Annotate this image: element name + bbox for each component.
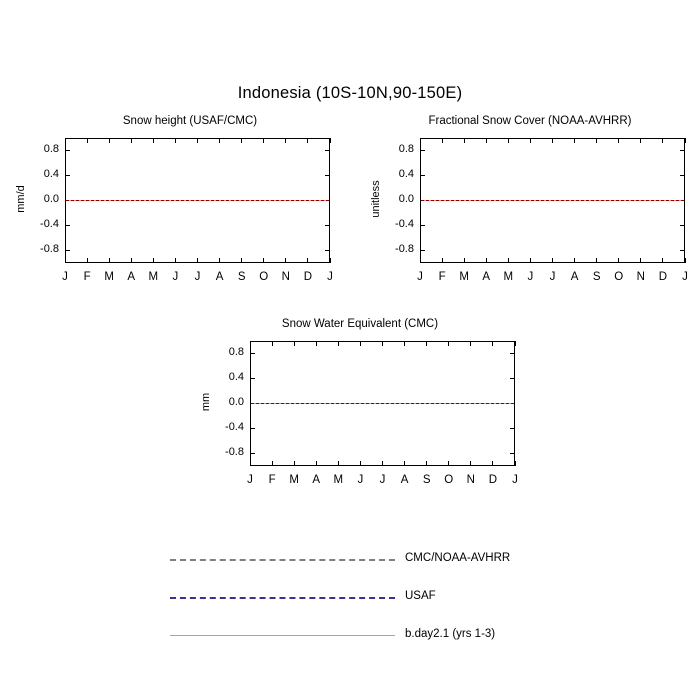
x-tick-label: S bbox=[422, 474, 431, 486]
x-tick-mark bbox=[685, 138, 686, 143]
x-tick-label: O bbox=[614, 271, 624, 283]
x-tick-label: J bbox=[194, 271, 201, 283]
legend-line-sample bbox=[170, 597, 395, 599]
x-tick-mark bbox=[285, 258, 286, 263]
y-tick-mark bbox=[325, 150, 330, 151]
x-tick-mark bbox=[250, 341, 251, 346]
series-line bbox=[251, 403, 514, 404]
x-tick-label: A bbox=[400, 474, 409, 486]
x-tick-mark bbox=[87, 138, 88, 143]
y-tick-mark bbox=[680, 150, 685, 151]
y-tick-mark bbox=[65, 225, 70, 226]
x-tick-mark bbox=[470, 461, 471, 466]
x-tick-mark bbox=[640, 138, 641, 143]
x-tick-mark bbox=[153, 258, 154, 263]
x-tick-mark bbox=[241, 138, 242, 143]
y-tick-label: 0.4 bbox=[43, 167, 59, 180]
x-tick-label: A bbox=[570, 271, 579, 283]
x-tick-label: J bbox=[62, 271, 68, 283]
x-tick-mark bbox=[263, 138, 264, 143]
y-tick-mark bbox=[250, 378, 255, 379]
x-tick-label: F bbox=[268, 474, 276, 486]
x-tick-mark bbox=[420, 258, 421, 263]
y-tick-mark bbox=[420, 175, 425, 176]
x-tick-mark bbox=[404, 341, 405, 346]
x-tick-label: A bbox=[482, 271, 491, 283]
y-axis-label: mm bbox=[200, 392, 212, 411]
x-tick-mark bbox=[382, 461, 383, 466]
x-tick-mark bbox=[574, 138, 575, 143]
x-tick-mark bbox=[404, 461, 405, 466]
x-tick-mark bbox=[330, 138, 331, 143]
x-tick-label: N bbox=[466, 474, 475, 486]
x-tick-label: M bbox=[289, 474, 299, 486]
legend-item-2 bbox=[170, 626, 570, 646]
x-tick-mark bbox=[197, 138, 198, 143]
x-tick-mark bbox=[175, 258, 176, 263]
x-tick-label: J bbox=[357, 474, 364, 486]
x-tick-mark bbox=[596, 138, 597, 143]
y-tick-label: 0.0 bbox=[398, 192, 414, 205]
x-tick-label: F bbox=[83, 271, 91, 283]
x-tick-mark bbox=[316, 341, 317, 346]
x-tick-mark bbox=[448, 341, 449, 346]
y-tick-mark bbox=[65, 175, 70, 176]
x-tick-label: M bbox=[104, 271, 114, 283]
x-tick-mark bbox=[87, 258, 88, 263]
x-tick-label: A bbox=[127, 271, 136, 283]
x-tick-label: J bbox=[549, 271, 556, 283]
y-tick-label: -0.4 bbox=[225, 420, 244, 433]
x-tick-mark bbox=[448, 461, 449, 466]
y-tick-mark bbox=[510, 428, 515, 429]
x-tick-label: M bbox=[503, 271, 514, 283]
x-tick-mark bbox=[131, 138, 132, 143]
chart-panel-fractional-snow-cover bbox=[370, 115, 688, 290]
chart-title-fractional-snow-cover: Fractional Snow Cover (NOAA-AVHRR) bbox=[428, 115, 632, 127]
x-tick-mark bbox=[530, 258, 531, 263]
x-tick-mark bbox=[464, 258, 465, 263]
y-tick-label: 0.8 bbox=[228, 345, 244, 358]
y-tick-label: -0.8 bbox=[395, 242, 414, 255]
chart-panel-snow-height bbox=[15, 115, 340, 290]
x-tick-mark bbox=[131, 258, 132, 263]
x-tick-mark bbox=[382, 341, 383, 346]
x-tick-mark bbox=[492, 341, 493, 346]
x-tick-mark bbox=[426, 341, 427, 346]
x-tick-label: O bbox=[444, 474, 454, 486]
x-tick-mark bbox=[515, 461, 516, 466]
x-tick-mark bbox=[294, 461, 295, 466]
y-tick-mark bbox=[325, 175, 330, 176]
y-tick-label: 0.4 bbox=[228, 370, 244, 383]
x-tick-label: S bbox=[592, 271, 601, 283]
legend-label: b.day2.1 (yrs 1-3) bbox=[405, 628, 496, 640]
x-tick-mark bbox=[250, 461, 251, 466]
x-tick-mark bbox=[662, 138, 663, 143]
x-tick-mark bbox=[272, 461, 273, 466]
legend-label: CMC/NOAA-AVHRR bbox=[405, 552, 511, 564]
y-tick-mark bbox=[325, 225, 330, 226]
x-tick-label: J bbox=[172, 271, 179, 283]
y-tick-label: -0.4 bbox=[395, 217, 414, 230]
x-tick-mark bbox=[464, 138, 465, 143]
y-tick-mark bbox=[65, 250, 70, 251]
x-tick-label: J bbox=[527, 271, 534, 283]
x-tick-mark bbox=[175, 138, 176, 143]
chart-legend bbox=[170, 550, 570, 640]
x-tick-mark bbox=[685, 258, 686, 263]
x-tick-mark bbox=[426, 461, 427, 466]
y-tick-label: -0.8 bbox=[225, 445, 244, 458]
x-tick-mark bbox=[272, 341, 273, 346]
x-tick-mark bbox=[360, 341, 361, 346]
y-tick-label: 0.8 bbox=[43, 142, 59, 155]
x-tick-mark bbox=[515, 341, 516, 346]
x-tick-mark bbox=[263, 258, 264, 263]
series-line bbox=[66, 200, 329, 201]
x-tick-mark bbox=[197, 258, 198, 263]
x-tick-label: D bbox=[658, 271, 668, 283]
x-tick-label: J bbox=[417, 271, 423, 283]
x-tick-mark bbox=[338, 341, 339, 346]
chart-title-snow-height: Snow height (USAF/CMC) bbox=[122, 115, 258, 127]
x-tick-mark bbox=[109, 258, 110, 263]
legend-item-1 bbox=[170, 588, 570, 608]
x-tick-label: J bbox=[512, 474, 518, 486]
x-tick-mark bbox=[420, 138, 421, 143]
x-tick-label: O bbox=[259, 271, 269, 283]
y-tick-mark bbox=[250, 453, 255, 454]
legend-label: USAF bbox=[405, 590, 436, 602]
x-tick-mark bbox=[109, 138, 110, 143]
x-tick-mark bbox=[316, 461, 317, 466]
y-tick-mark bbox=[420, 225, 425, 226]
page-title: Indonesia (10S-10N,90-150E) bbox=[237, 84, 463, 102]
y-tick-mark bbox=[65, 150, 70, 151]
x-tick-mark bbox=[241, 258, 242, 263]
x-tick-label: J bbox=[682, 271, 688, 283]
x-tick-mark bbox=[618, 258, 619, 263]
x-tick-label: D bbox=[488, 474, 498, 486]
x-tick-label: D bbox=[303, 271, 313, 283]
y-axis-label: mm/d bbox=[15, 184, 27, 213]
x-tick-mark bbox=[307, 138, 308, 143]
y-tick-label: -0.4 bbox=[40, 217, 59, 230]
x-tick-label: J bbox=[379, 474, 386, 486]
x-tick-mark bbox=[65, 258, 66, 263]
chart-title-snow-water-equivalent: Snow Water Equivalent (CMC) bbox=[281, 318, 439, 330]
y-tick-mark bbox=[680, 175, 685, 176]
x-tick-mark bbox=[486, 258, 487, 263]
x-tick-mark bbox=[662, 258, 663, 263]
y-tick-label: 0.8 bbox=[398, 142, 414, 155]
x-tick-mark bbox=[219, 138, 220, 143]
y-tick-mark bbox=[680, 250, 685, 251]
y-tick-label: 0.4 bbox=[398, 167, 414, 180]
x-tick-mark bbox=[307, 258, 308, 263]
x-tick-mark bbox=[574, 258, 575, 263]
y-tick-label: 0.0 bbox=[228, 395, 244, 408]
x-tick-mark bbox=[640, 258, 641, 263]
x-tick-mark bbox=[552, 258, 553, 263]
y-tick-mark bbox=[510, 378, 515, 379]
x-tick-mark bbox=[330, 258, 331, 263]
y-tick-mark bbox=[420, 250, 425, 251]
x-tick-mark bbox=[294, 341, 295, 346]
x-tick-label: S bbox=[237, 271, 246, 283]
x-tick-label: M bbox=[333, 474, 344, 486]
x-tick-mark bbox=[552, 138, 553, 143]
legend-line-sample bbox=[170, 635, 395, 636]
x-tick-mark bbox=[338, 461, 339, 466]
x-tick-label: A bbox=[215, 271, 224, 283]
x-tick-label: J bbox=[247, 474, 253, 486]
x-tick-mark bbox=[285, 138, 286, 143]
x-tick-label: N bbox=[636, 271, 645, 283]
y-tick-mark bbox=[510, 353, 515, 354]
x-tick-label: A bbox=[312, 474, 321, 486]
chart-panel-snow-water-equivalent bbox=[200, 318, 518, 493]
x-tick-mark bbox=[442, 138, 443, 143]
x-tick-mark bbox=[219, 258, 220, 263]
series-line bbox=[421, 200, 684, 201]
x-tick-mark bbox=[360, 461, 361, 466]
x-tick-mark bbox=[442, 258, 443, 263]
y-tick-label: 0.0 bbox=[43, 192, 59, 205]
y-tick-label: -0.8 bbox=[40, 242, 59, 255]
x-tick-mark bbox=[508, 138, 509, 143]
y-tick-mark bbox=[325, 250, 330, 251]
x-tick-mark bbox=[470, 341, 471, 346]
x-tick-mark bbox=[492, 461, 493, 466]
x-tick-mark bbox=[508, 258, 509, 263]
y-tick-mark bbox=[250, 428, 255, 429]
y-tick-mark bbox=[680, 225, 685, 226]
x-tick-label: J bbox=[327, 271, 333, 283]
x-tick-mark bbox=[65, 138, 66, 143]
x-tick-label: M bbox=[459, 271, 469, 283]
x-tick-label: N bbox=[281, 271, 290, 283]
y-tick-mark bbox=[420, 150, 425, 151]
y-tick-mark bbox=[510, 453, 515, 454]
y-tick-mark bbox=[250, 353, 255, 354]
x-tick-mark bbox=[618, 138, 619, 143]
legend-item-0 bbox=[170, 550, 570, 570]
y-axis-label: unitless bbox=[370, 179, 382, 218]
x-tick-label: F bbox=[438, 271, 446, 283]
x-tick-mark bbox=[486, 138, 487, 143]
legend-line-sample bbox=[170, 559, 395, 561]
x-tick-mark bbox=[530, 138, 531, 143]
x-tick-mark bbox=[153, 138, 154, 143]
x-tick-mark bbox=[596, 258, 597, 263]
x-tick-label: M bbox=[148, 271, 159, 283]
